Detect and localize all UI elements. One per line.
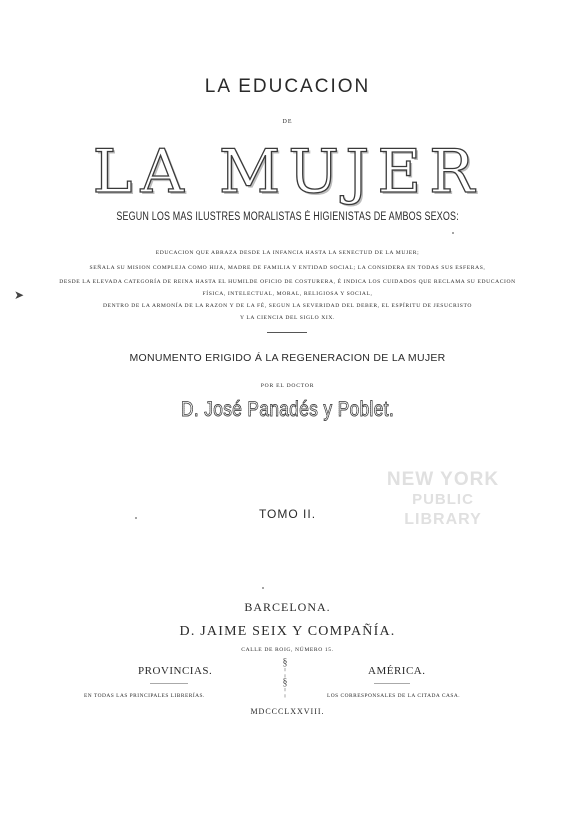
description-line: DESDE LA ELEVADA CATEGORÍA DE REINA HASTA EL HUMILDE OFICIO DE COSTURERA, É INDICA LOS CUIDADOS QUE RECLAMA SU EDUCACION <box>59 279 516 285</box>
city-name: BARCELONA. <box>244 600 331 614</box>
main-title: LA MUJER <box>92 137 483 207</box>
divider-rule <box>267 332 307 333</box>
library-stamp <box>382 470 504 530</box>
publisher-name: D. JAIME SEIX Y COMPAÑÍA. <box>179 624 396 639</box>
right-note: LOS CORRESPONSALES DE LA CITADA CASA. <box>327 693 461 699</box>
description-line: EDUCACION QUE ABRAZA DESDE LA INFANCIA HASTA LA SENECTUD DE LA MUJER; <box>155 250 420 256</box>
title-de: DE <box>282 119 293 125</box>
speck <box>262 587 264 589</box>
stamp-line: NEW YORK <box>386 469 500 490</box>
por-el-doctor: POR EL DOCTOR <box>260 383 315 389</box>
description-line: DENTRO DE LA ARMONÍA DE LA RAZON Y DE LA FÉ, SEGUN LA SEVERIDAD DEL DEBER, EL ESPÍRITU DE JESUCRISTO <box>102 303 473 309</box>
title-line-1: LA EDUCACION <box>204 76 371 97</box>
description-line: Y LA CIENCIA DEL SIGLO XIX. <box>239 315 336 321</box>
subtitle: SEGUN LOS MAS ILUSTRES MORALISTAS É HIGIENISTAS DE AMBOS SEXOS: <box>116 211 459 223</box>
right-heading: AMÉRICA. <box>368 665 426 677</box>
author-name <box>52 398 523 422</box>
publisher-address: CALLE DE ROIG, NÚMERO 15. <box>241 647 334 653</box>
publication-year: MDCCCLXXVIII. <box>250 707 325 716</box>
speck <box>452 232 454 234</box>
author-text: D. José Panadés y Poblet. <box>180 398 395 421</box>
volume-label: TOMO II. <box>258 507 317 521</box>
right-divider <box>374 683 410 684</box>
stamp-line: PUBLIC <box>412 491 474 508</box>
monument-line: MONUMENTO ERIGIDO Á LA REGENERACION DE LA MUJER <box>129 352 446 364</box>
left-divider <box>150 683 188 684</box>
left-heading: PROVINCIAS. <box>138 665 213 677</box>
description-line: SEÑALA SU MISION COMPLEJA COMO HIJA, MADRE DE FAMILIA Y ENTIDAD SOCIAL; LA CONSIDERA EN TODAS SUS ESFERAS, <box>89 265 486 271</box>
left-note: EN TODAS LAS PRINCIPALES LIBRERÍAS. <box>84 693 205 699</box>
speck <box>135 517 137 519</box>
margin-arrow-icon: ➤ <box>14 288 25 302</box>
stamp-line: LIBRARY <box>404 511 482 528</box>
ornament-icon: § ¦ § ¦ <box>282 657 288 698</box>
description-line: FÍSICA, INTELECTUAL, MORAL, RELIGIOSA Y SOCIAL, <box>202 291 373 297</box>
